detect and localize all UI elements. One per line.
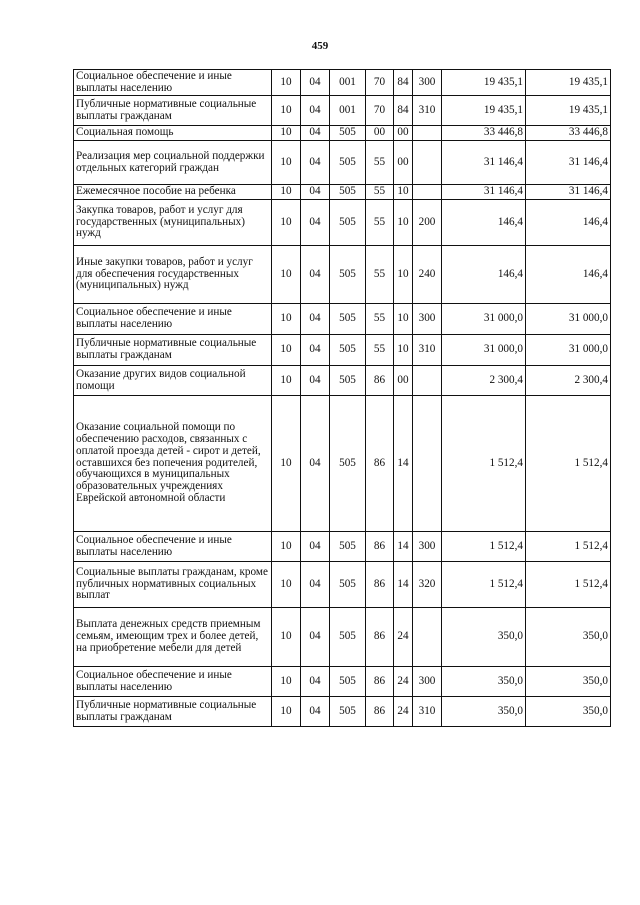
target-article-item-code: 10 [394,335,413,366]
row-name: Социальное обеспечение и иные выплаты населению [74,667,272,697]
budget-table [73,69,611,727]
expense-type-code: 310 [413,697,442,727]
target-article-code: 001 [330,96,366,126]
amount-2: 350,0 [526,697,611,727]
subsection-code: 04 [301,667,330,697]
amount-1: 2 300,4 [442,366,526,396]
subsection-code: 04 [301,335,330,366]
expense-type-code: 240 [413,246,442,304]
target-article-code: 505 [330,335,366,366]
amount-1: 31 000,0 [442,304,526,335]
row-name: Социальное обеспечение и иные выплаты населению [74,70,272,96]
amount-2: 1 512,4 [526,562,611,608]
target-article-code: 505 [330,141,366,185]
amount-2: 350,0 [526,667,611,697]
section-code: 10 [272,667,301,697]
target-article-item-code: 00 [394,141,413,185]
section-code: 10 [272,126,301,141]
row-name: Ежемесячное пособие на ребенка [74,185,272,200]
target-article-code: 001 [330,70,366,96]
amount-1: 31 000,0 [442,335,526,366]
page-number: 459 [311,40,329,52]
table-row [74,70,611,96]
table-row [74,396,611,532]
amount-2: 1 512,4 [526,532,611,562]
amount-1: 350,0 [442,697,526,727]
amount-1: 1 512,4 [442,532,526,562]
row-name: Социальное обеспечение и иные выплаты населению [74,532,272,562]
table-row [74,246,611,304]
row-name: Социальные выплаты гражданам, кроме публичных нормативных социальных выплат [74,562,272,608]
section-code: 10 [272,697,301,727]
target-article-sub-code: 86 [366,667,394,697]
row-name: Реализация мер социальной поддержки отдельных категорий граждан [74,141,272,185]
target-article-item-code: 24 [394,667,413,697]
target-article-code: 505 [330,200,366,246]
expense-type-code: 310 [413,96,442,126]
row-name: Публичные нормативные социальные выплаты гражданам [74,96,272,126]
target-article-sub-code: 86 [366,608,394,667]
row-name: Выплата денежных средств приемным семьям, имеющим трех и более детей, на приобретение мебели для детей [74,608,272,667]
table-row [74,200,611,246]
amount-1: 350,0 [442,608,526,667]
section-code: 10 [272,246,301,304]
target-article-item-code: 24 [394,608,413,667]
amount-2: 2 300,4 [526,366,611,396]
expense-type-code [413,141,442,185]
expense-type-code: 310 [413,335,442,366]
expense-type-code: 300 [413,667,442,697]
amount-2: 146,4 [526,200,611,246]
subsection-code: 04 [301,185,330,200]
target-article-sub-code: 86 [366,697,394,727]
amount-2: 19 435,1 [526,70,611,96]
amount-2: 31 000,0 [526,335,611,366]
section-code: 10 [272,141,301,185]
subsection-code: 04 [301,304,330,335]
amount-2: 31 146,4 [526,185,611,200]
amount-1: 31 146,4 [442,141,526,185]
section-code: 10 [272,562,301,608]
subsection-code: 04 [301,366,330,396]
amount-2: 350,0 [526,608,611,667]
table-row [74,697,611,727]
subsection-code: 04 [301,141,330,185]
subsection-code: 04 [301,532,330,562]
expense-type-code [413,185,442,200]
table-row [74,366,611,396]
section-code: 10 [272,396,301,532]
expense-type-code [413,396,442,532]
table-row [74,141,611,185]
target-article-sub-code: 55 [366,200,394,246]
amount-1: 19 435,1 [442,96,526,126]
table-row [74,96,611,126]
target-article-sub-code: 55 [366,246,394,304]
target-article-code: 505 [330,126,366,141]
section-code: 10 [272,366,301,396]
row-name: Оказание социальной помощи по обеспечению расходов, связанных с оплатой проезда детей - сирот и детей, оставшихся без попечения родителей, обучающихся в муниципальных образовательных учреждениях Еврейской автономной области [74,396,272,532]
target-article-code: 505 [330,246,366,304]
amount-1: 146,4 [442,200,526,246]
table-row [74,532,611,562]
target-article-sub-code: 55 [366,141,394,185]
amount-1: 1 512,4 [442,396,526,532]
amount-2: 31 000,0 [526,304,611,335]
subsection-code: 04 [301,126,330,141]
subsection-code: 04 [301,200,330,246]
target-article-sub-code: 86 [366,562,394,608]
target-article-sub-code: 70 [366,96,394,126]
target-article-code: 505 [330,366,366,396]
amount-2: 19 435,1 [526,96,611,126]
amount-1: 1 512,4 [442,562,526,608]
row-name: Публичные нормативные социальные выплаты гражданам [74,697,272,727]
section-code: 10 [272,185,301,200]
expense-type-code: 320 [413,562,442,608]
amount-2: 31 146,4 [526,141,611,185]
subsection-code: 04 [301,697,330,727]
section-code: 10 [272,532,301,562]
row-name: Социальная помощь [74,126,272,141]
target-article-code: 505 [330,304,366,335]
table-row [74,562,611,608]
expense-type-code: 300 [413,304,442,335]
expense-type-code [413,608,442,667]
target-article-code: 505 [330,667,366,697]
section-code: 10 [272,70,301,96]
target-article-code: 505 [330,562,366,608]
amount-2: 33 446,8 [526,126,611,141]
table-row [74,185,611,200]
expense-type-code: 200 [413,200,442,246]
target-article-code: 505 [330,697,366,727]
expense-type-code: 300 [413,532,442,562]
target-article-item-code: 00 [394,126,413,141]
target-article-sub-code: 86 [366,366,394,396]
target-article-sub-code: 55 [366,304,394,335]
target-article-item-code: 10 [394,200,413,246]
target-article-item-code: 14 [394,532,413,562]
subsection-code: 04 [301,96,330,126]
subsection-code: 04 [301,70,330,96]
target-article-item-code: 10 [394,185,413,200]
target-article-item-code: 24 [394,697,413,727]
subsection-code: 04 [301,246,330,304]
target-article-sub-code: 00 [366,126,394,141]
table-row [74,335,611,366]
subsection-code: 04 [301,562,330,608]
expense-type-code: 300 [413,70,442,96]
target-article-item-code: 00 [394,366,413,396]
amount-1: 350,0 [442,667,526,697]
row-name: Социальное обеспечение и иные выплаты населению [74,304,272,335]
section-code: 10 [272,96,301,126]
amount-2: 146,4 [526,246,611,304]
row-name: Закупка товаров, работ и услуг для государственных (муниципальных) нужд [74,200,272,246]
table-row [74,667,611,697]
table-body [74,70,611,727]
amount-1: 19 435,1 [442,70,526,96]
subsection-code: 04 [301,396,330,532]
subsection-code: 04 [301,608,330,667]
section-code: 10 [272,335,301,366]
section-code: 10 [272,608,301,667]
section-code: 10 [272,304,301,335]
target-article-sub-code: 86 [366,532,394,562]
row-name: Иные закупки товаров, работ и услуг для обеспечения государственных (муниципальных) нужд [74,246,272,304]
target-article-item-code: 10 [394,304,413,335]
table-row [74,608,611,667]
table-row [74,304,611,335]
target-article-sub-code: 55 [366,335,394,366]
target-article-code: 505 [330,532,366,562]
target-article-code: 505 [330,608,366,667]
target-article-item-code: 84 [394,96,413,126]
amount-1: 146,4 [442,246,526,304]
expense-type-code [413,366,442,396]
target-article-sub-code: 86 [366,396,394,532]
amount-1: 31 146,4 [442,185,526,200]
target-article-code: 505 [330,396,366,532]
row-name: Публичные нормативные социальные выплаты гражданам [74,335,272,366]
expense-type-code [413,126,442,141]
target-article-item-code: 14 [394,396,413,532]
target-article-code: 505 [330,185,366,200]
target-article-item-code: 84 [394,70,413,96]
table-row [74,126,611,141]
amount-1: 33 446,8 [442,126,526,141]
amount-2: 1 512,4 [526,396,611,532]
target-article-item-code: 10 [394,246,413,304]
target-article-sub-code: 55 [366,185,394,200]
target-article-sub-code: 70 [366,70,394,96]
section-code: 10 [272,200,301,246]
row-name: Оказание других видов социальной помощи [74,366,272,396]
target-article-item-code: 14 [394,562,413,608]
